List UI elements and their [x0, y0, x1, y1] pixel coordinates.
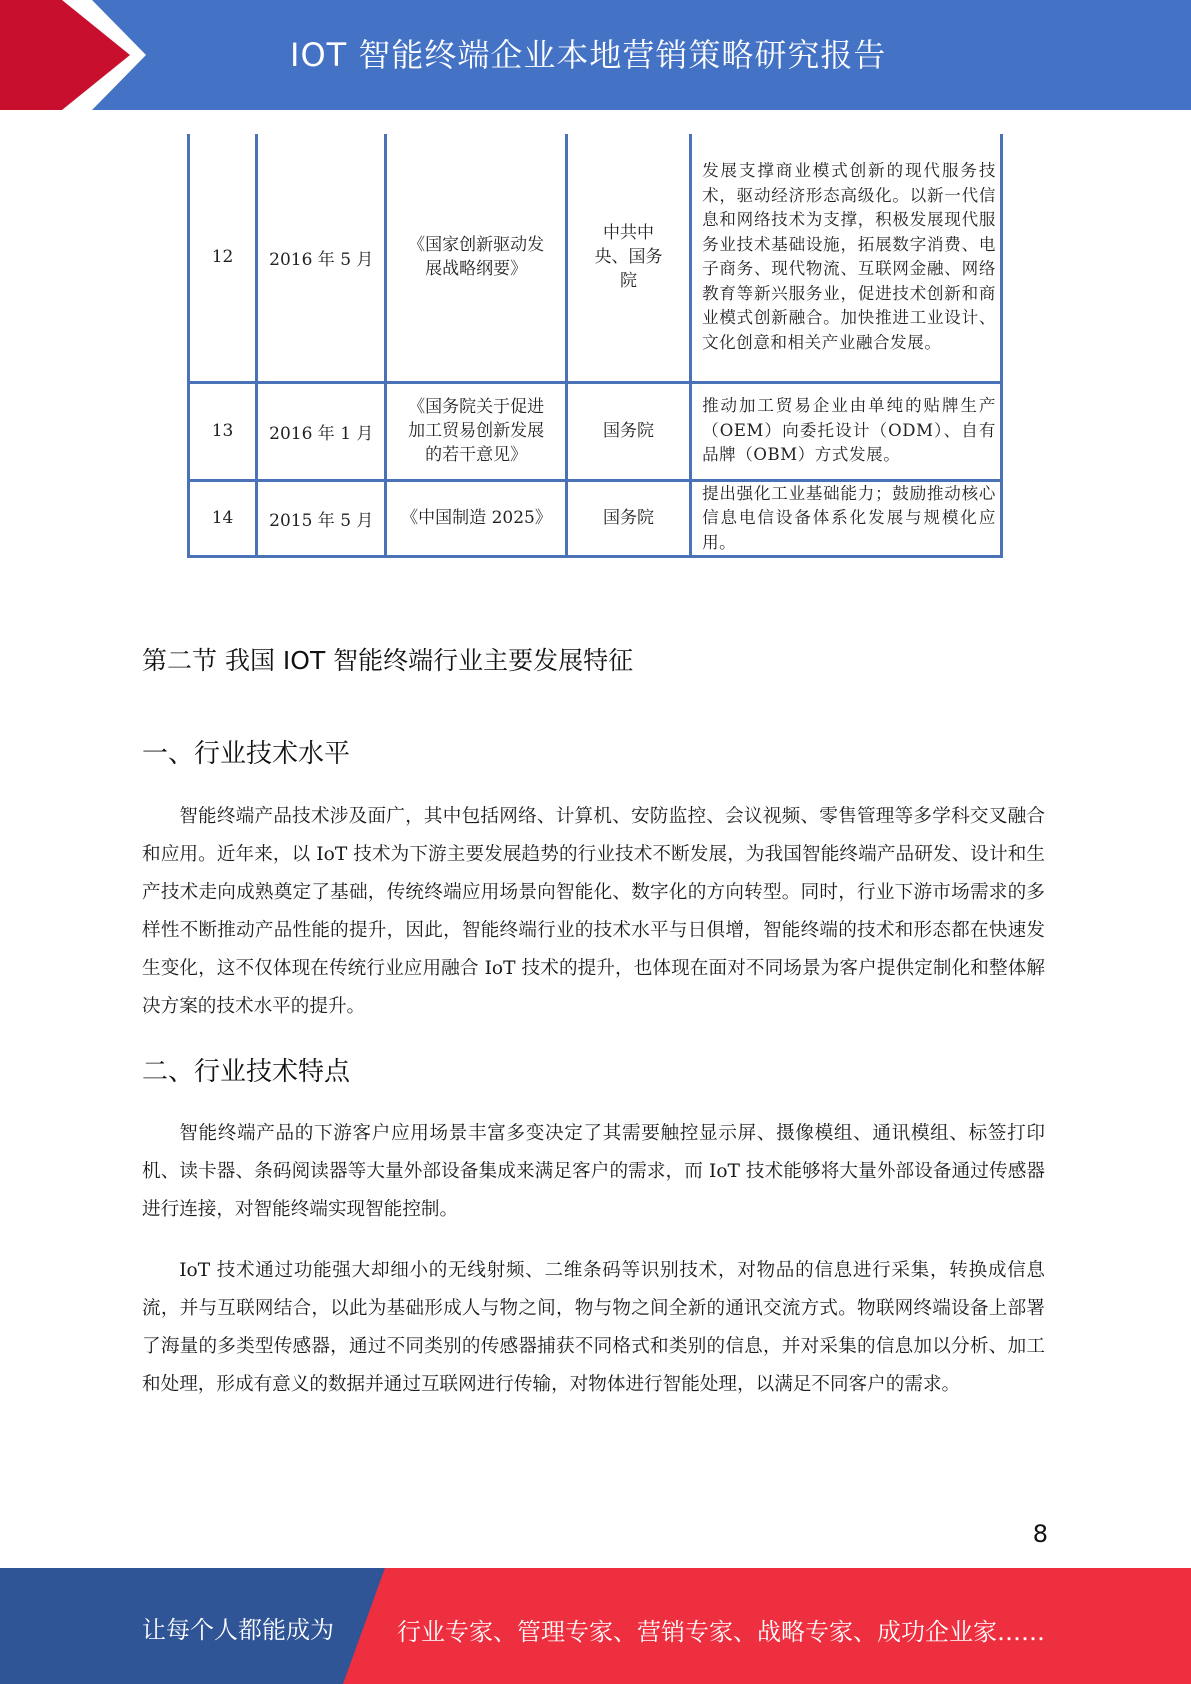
table-row: [189, 382, 1002, 480]
footer-slogan-right: 行业专家、管理专家、营销专家、战略专家、成功企业家……: [397, 1618, 1045, 1646]
table-row: [189, 480, 1002, 557]
row-policy-name: 《国家创新驱动发展战略纲要》: [408, 235, 545, 280]
subheading-tech-level: 一、行业技术水平: [142, 739, 351, 769]
row-issuer: 中共中央、国务院: [594, 223, 663, 292]
report-title: IOT 智能终端企业本地营销策略研究报告: [290, 36, 887, 74]
paragraph-tech-features-2: IoT 技术通过功能强大却细小的无线射频、二维条码等识别技术，对物品的信息进行采集，转换成信息流，并与互联网结合，以此为基础形成人与物之间，物与物之间全新的通讯交流方式。物联网终端设备上部署了海量的多类型传感器，通过不同类别的传感器捕获不同格式和类别的信息，并对采集的信息加以分析、加工和处理，形成有意义的数据并通过互联网进行传输，对物体进行智能处理，以满足不同客户的需求。: [142, 1260, 1045, 1395]
row-policy-name: 《中国制造 2025》: [401, 508, 552, 529]
subheading-tech-features: 二、行业技术特点: [142, 1057, 351, 1087]
section-heading: 第二节 我国 IOT 智能终端行业主要发展特征: [142, 646, 634, 675]
row-policy-name: 《国务院关于促进加工贸易创新发展的若干意见》: [408, 397, 545, 465]
policy-table: [187, 134, 1003, 558]
row-date: 2016 年 1 月: [257, 382, 386, 480]
footer-slogan-left: 让每个人都能成为: [142, 1616, 334, 1644]
row-issuer: 国务院: [602, 508, 654, 529]
row-issuer: 国务院: [602, 421, 654, 441]
row-date: 2016 年 5 月: [257, 134, 386, 382]
row-number: 13: [189, 382, 257, 480]
table-row: [189, 134, 1002, 382]
page-footer: [0, 1568, 1191, 1684]
row-content: 推动加工贸易企业由单纯的贴牌生产（OEM）向委托设计（ODM）、自有品牌（OBM）方式发展。: [691, 382, 1002, 480]
row-content: 发展支撑商业模式创新的现代服务技术，驱动经济形态高级化。以新一代信息和网络技术为支撑，积极发展现代服务业技术基础设施，拓展数字消费、电子商务、现代物流、互联网金融、网络教育等新兴服务业，促进技术创新和商业模式创新融合。加快推进工业设计、文化创意和相关产业融合发展。: [691, 134, 1002, 382]
row-number: 12: [189, 134, 257, 382]
row-content: 提出强化工业基础能力；鼓励推动核心信息电信设备体系化发展与规模化应用。: [691, 480, 1002, 557]
page-number: 8: [1032, 1520, 1048, 1548]
page-header: [0, 0, 1191, 110]
paragraph-tech-features-1: 智能终端产品的下游客户应用场景丰富多变决定了其需要触控显示屏、摄像模组、通讯模组、标签打印机、读卡器、条码阅读器等大量外部设备集成来满足客户的需求，而 IoT 技术能够将大量外部设备通过传感器进行连接，对智能终端实现智能控制。: [142, 1123, 1045, 1220]
row-date: 2015 年 5 月: [257, 480, 386, 557]
paragraph-tech-level: 智能终端产品技术涉及面广，其中包括网络、计算机、安防监控、会议视频、零售管理等多学科交叉融合和应用。近年来，以 IoT 技术为下游主要发展趋势的行业技术不断发展，为我国智能终端产品研发、设计和生产技术走向成熟奠定了基础，传统终端应用场景向智能化、数字化的方向转型。同时，行业下游市场需求的多样性不断推动产品性能的提升，因此，智能终端行业的技术水平与日俱增，智能终端的技术和形态都在快速发生变化，这不仅体现在传统行业应用融合 IoT 技术的提升，也体现在面对不同场景为客户提供定制化和整体解决方案的技术水平的提升。: [142, 806, 1045, 1017]
header-chevron-graphic: [0, 0, 150, 110]
row-number: 14: [189, 480, 257, 557]
